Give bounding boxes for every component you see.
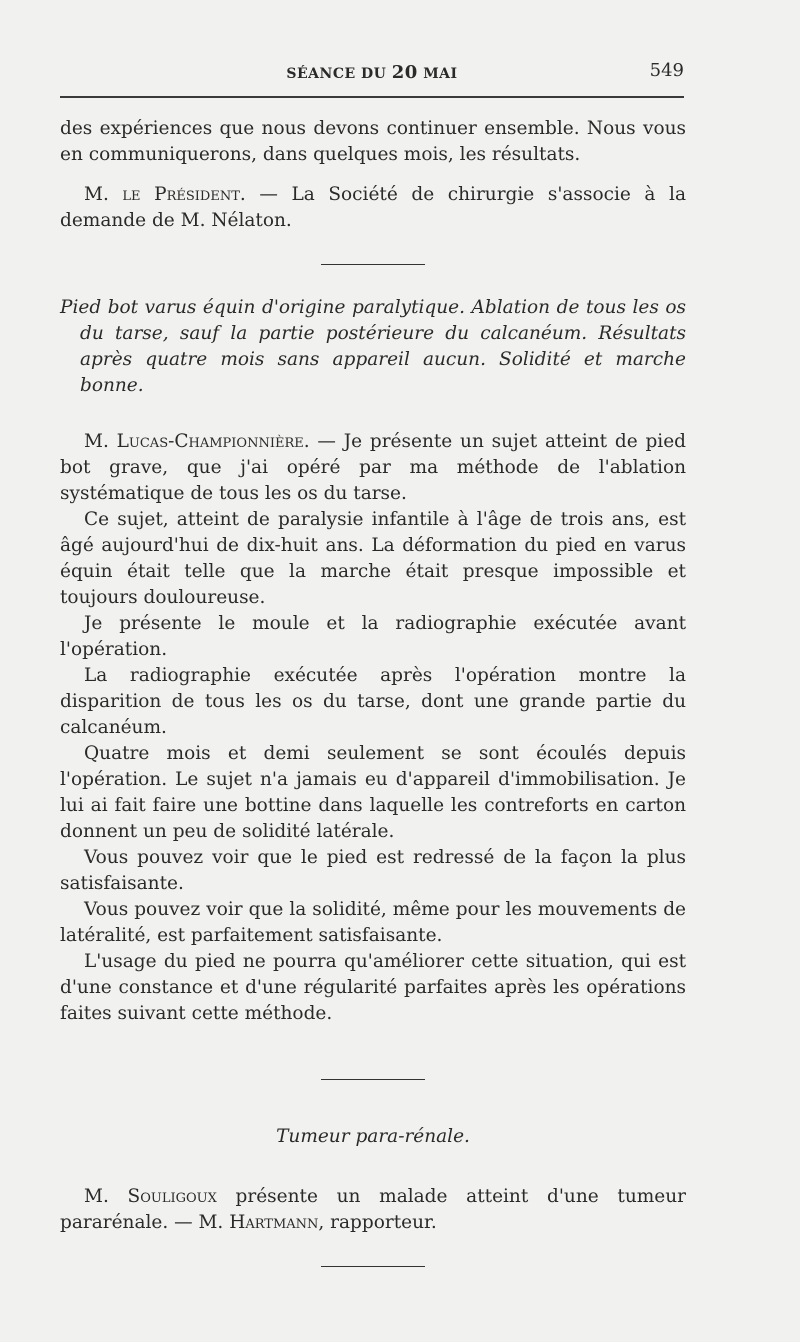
page-number: 549 <box>649 60 684 81</box>
paragraph-lucas <box>60 429 686 507</box>
paragraph-8: Vous pouvez voir que le pied est redressé de la façon la plus satisfaisante. <box>60 847 686 894</box>
speaker-hartmann: Hartmann <box>229 1212 319 1233</box>
header-rule <box>60 96 684 98</box>
section-title: Tumeur para-rénale. <box>276 1126 470 1147</box>
header-day: 20 <box>391 62 418 83</box>
header-title-text: SÉANCE DU <box>286 66 387 82</box>
president-text: — La Société de chirurgie s'associe à la demande de M. Nélaton. <box>60 184 686 231</box>
lucas-text: — Je présente un sujet atteint de pied bot grave, que j'ai opéré par ma méthode de l'ablation systématique de tous les os du tarse. <box>60 431 687 504</box>
paragraph-10: L'usage du pied ne pourra qu'améliorer cette situation, qui est d'une constance et d'une régularité parfaites après les opérations faites suivant cette méthode. <box>60 951 686 1024</box>
header-month: MAI <box>423 66 458 82</box>
hartmann-text: , rapporteur. <box>318 1212 437 1233</box>
running-header <box>60 60 684 90</box>
page-body <box>60 116 686 1267</box>
paragraph-6: La radiographie exécutée après l'opération montre la disparition de tous les os du tarse, dont une grande partie du calcanéum. <box>60 665 686 738</box>
section-separator <box>321 1266 425 1267</box>
paragraph-9: Vous pouvez voir que la solidité, même pour les mouvements de latéralité, est parfaitement satisfaisante. <box>60 899 686 946</box>
paragraph-souligoux <box>60 1184 686 1236</box>
paragraph-president <box>60 182 686 234</box>
paragraph-5: Je présente le moule et la radiographie exécutée avant l'opération. <box>60 613 686 660</box>
speaker-souligoux: M. Souligoux <box>84 1186 217 1207</box>
header-title <box>60 62 684 83</box>
paragraph-7: Quatre mois et demi seulement se sont écoulés depuis l'opération. Le sujet n'a jamais eu d'appareil d'immobilisation. Je lui ai fait faire une bottine dans laquelle les contreforts en carton donnent un peu de solidité latérale. <box>60 743 686 842</box>
paragraph-1: des expériences que nous devons continuer ensemble. Nous vous en communiquerons, dans quelques mois, les résultats. <box>60 118 686 165</box>
speaker-lucas-championniere: M. Lucas-Championnière. <box>84 431 310 452</box>
souligoux-text: présente un malade atteint d'une tumeur pararénale. — M. <box>60 1186 686 1233</box>
speaker-president: M. le Président. <box>84 184 246 205</box>
paragraph-4: Ce sujet, atteint de paralysie infantile à l'âge de trois ans, est âgé aujourd'hui de dix-huit ans. La déformation du pied en varus équin était telle que la marche était presque impossible et toujours douloureuse. <box>60 509 686 608</box>
case-title: Pied bot varus équin d'origine paralytique. Ablation de tous les os du tarse, sauf la partie postérieure du calcanéum. Résultats après quatre mois sans appareil aucun. Solidité et marche bonne. <box>60 297 686 396</box>
